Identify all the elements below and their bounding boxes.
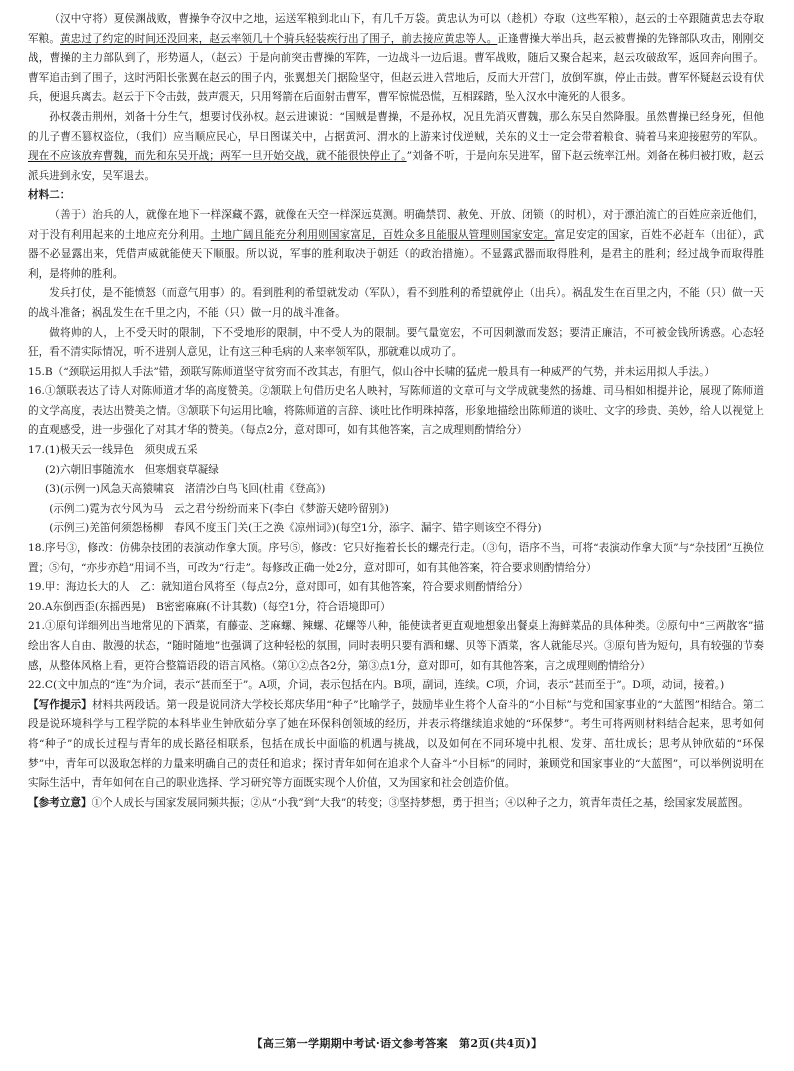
answer-23-reference: 【参考立意】①个人成长与国家发展同频共振；②从“小我”到“大我”的转变；③坚持梦想，勇于担当；④以种子之力，筑青年责任之基，绘国家发展蓝图。 [28, 796, 749, 809]
answer-22: 22.C(文中加点的“连”为介词，表示“甚而至于”。A项，介词，表示包括在内。B项，副词，连续。C项，介词，表示“甚而至于”。D项，动词，接着。) [28, 679, 725, 692]
material1-paragraph-1: （汉中守将）夏侯渊战败，曹操争夺汉中之地，运送军粮到北山下，有几千万袋。黄忠认为可以（趁机）夺取（这些军粮），赵云的士卒跟随黄忠去夺取军粮。黄忠过了约定的时间还没回来，赵云率领几十个骑兵轻装疾行出了围子，前去接应黄忠等人。正逢曹操大举出兵，赵云被曹操的先锋部队攻击，刚刚交战，曹操的主力部队到了，形势逼人，（赵云）于是向前突击曹操的军阵，一边战斗一边后退。曹军战败，随后又聚合起来，赵云攻破敌军，返回奔向围子。曹军追击到了围子，这时沔阳长张翼在赵云的围子内，张翼想关门据险坚守，但赵云进入营地后，反而大开营门，放倒军旗，停止击鼓。曹军怀疑赵云设有伏兵，便退兵离去。赵云于下令击鼓，鼓声震天，只用弩箭在后面射击曹军，曹军惊慌恐慌，互相踩踏，坠入汉水中淹死的人很多。 [28, 13, 765, 104]
answer-16: 16.①颔联表达了诗人对陈师道才华的高度赞美。②颔联上句借历史名人映衬，写陈师道的文章可与文学成就斐然的扬雄、司马相如相提并论，展现了陈师道的文学高度，表达出赞美之情。③颔联下句运用比喻，将陈师道的言辞、谈吐比作明珠掉落，形象地描绘出陈师道的谈吐、文字的珍贵、美妙，给人以视觉上的直观感受，进一步强化了对其才华的赞美。（每点2分，意对即可，如有其他答案，言之成理则酌情给分） [28, 385, 764, 437]
writing-tip-tag: 【写作提示】 [28, 698, 92, 711]
answer-23: 【写作提示】材料共两段话。第一段是说同济大学校长郑庆华用“种子”比喻学子，鼓励毕业生将个人奋斗的“小目标”与党和国家事业的“大蓝图”相结合。第二段是说环境科学与工程学院的本科毕业生钟欣茹分享了她在环保科创领域的经历，并表示将继续追求她的“环保梦”。考生可将两则材料结合起来，思考如何将“种子”的成长过程与青年的成长路径相联系，包括在成长中面临的机遇与挑战，以及如何在不同环境中扎根、发芽、茁壮成长；思考从钟欣茹的“环保梦”中，青年可以汲取怎样的力量来明确自己的责任和追求；探讨青年如何在追求个人奋斗“小目标”的同时，兼顾党和国家事业的“大蓝图”，可以举例说明在实际生活中，青年如何在自己的职业选择、学习研究等方面既实现个人价值，又为国家和社会创造价值。 [28, 698, 765, 790]
answer-17-line-2: (2)六朝旧事随流水 但寒烟衰草凝绿 [44, 463, 219, 476]
underlined-sentence: 现在不应该放弃曹魏，而先和东吴开战；两军一旦开始交战，就不能很快停止了。 [28, 150, 407, 163]
page-footer: 【高三第一学期期中考试·语文参考答案 第2页(共4页)】 [251, 1037, 543, 1050]
answer-19: 19.甲：海边长大的人 乙：就知道台风将至（每点2分，意对即可，如有其他答案，符合要求则酌情给分） [28, 581, 529, 594]
material2-heading: 材料二： [28, 189, 71, 202]
underlined-sentence: 土地广阔且能充分利用则国家富足，百姓众多且能服从管理则国家安定。 [210, 228, 555, 241]
answer-18: 18.序号③，修改：仿佛杂技团的表演动作拿大顶。序号⑤，修改：它只好拖着长长的螺壳行走。（③句，语序不当，可将“表演动作拿大顶”与“杂技团”互换位置；⑤句，“亦步亦趋”用词不当，可改为“行走”。每修改正确一处2分，意对即可，如有其他答案，符合要求则酌情给分） [28, 542, 764, 574]
answer-17-line-4: (示例二)霓为衣兮风为马 云之君兮纷纷而来下(李白《梦游天姥吟留别》) [49, 502, 389, 515]
answer-17-line-1: 17.(1)极天云一线异色 须臾成五采 [28, 444, 198, 457]
material2-paragraph-3: 做将帅的人，上不受天时的限制，下不受地形的限制，中不受人为的限制。要气量宽宏，不可因刺激而发怒；要清正廉洁，不可被金钱所诱惑。心态轻狂，看不清实际情况，听不进别人意见，让有这三种毛病的人来率领军队，那就难以成功了。 [28, 326, 764, 359]
answer-17-line-5: (示例三)羌笛何须怨杨柳 春风不度玉门关(王之涣《凉州词》)(每空1分，添字、漏字、错字则该空不得分) [49, 522, 542, 535]
answer-21: 21.①原句详细列出当地常见的下酒菜，有藤壶、芝麻螺、辣螺、花螺等八种，能使读者更直观地想象出餐桌上海鲜菜品的具体种类。②原句中“三两散客”描绘出客人自由、散漫的状态，“随时随地”也强调了这种轻松的氛围，同时表明只要有酒和螺、贝等下酒菜，客人就能尽兴。③原句皆为短句，具有较强的节奏感，从整体风格上看，更符合整篇语段的语言风格。（第①②点各2分，第③点1分，意对即可，如有其他答案，言之成理则酌情给分） [28, 620, 764, 672]
material2-paragraph-1: （善于）治兵的人，就像在地下一样深藏不露，就像在天空一样深远莫测。明确禁罚、赦免、开放、闭锁（的时机），对于漂泊流亡的百姓应亲近他们，对于没有利用起来的土地应充分利用。土地广阔且能充分利用则国家富足，百姓众多且能服从管理则国家安定。富足安定的国家，百姓不必赶车（出征），武器不必显露出来，凭借声威就能使天下顺服。所以说，军事的胜利取决于朝廷（的政治措施）。不显露武器而取得胜利，是君主的胜利；经过战争而取得胜利，是将帅的胜利。 [28, 208, 765, 280]
answer-20: 20.A东倒西歪(东摇西晃) B密密麻麻(不计其数)（每空1分，符合语境即可） [28, 600, 391, 613]
answer-15: 15.B（“颈联运用拟人手法”错，颈联写陈师道坚守贫穷而不改其志，有胆气，似山谷中长啸的猛虎一般具有一种威严的气势，并未运用拟人手法。） [28, 365, 715, 378]
answer-17-line-3: (3)(示例一)风急天高猿啸哀 渚清沙白鸟飞回(杜甫《登高》) [44, 483, 326, 496]
material2-paragraph-2: 发兵打仗，是不能愤怒（而意气用事）的。看到胜利的希望就发动（军队），看不到胜利的希望就停止（出兵）。祸乱发生在百里之内，不能（只）做一天的战斗准备；祸乱发生在千里之内，不能（只）做一月的战斗准备。 [28, 287, 764, 319]
underlined-sentence: 黄忠过了约定的时间还没回来，赵云率领几十个骑兵轻装疾行出了围子，前去接应黄忠等人。 [60, 32, 498, 45]
material1-paragraph-2: 孙权袭击荆州，刘备十分生气，想要讨伐孙权。赵云进谏说：“国贼是曹操，不是孙权，况且先消灭曹魏，那么东吴自然降服。虽然曹操已经身死，但他的儿子曹丕篡权盗位，（我们）应当顺应民心，早日图谋关中，占据黄河、渭水的上游来讨伐逆贼，关东的义士一定会带着粮食、骑着马来迎接慰劳的军队。现在不应该放弃曹魏，而先和东吴开战；两军一旦开始交战，就不能很快停止了。”刘备不听，于是向东吴进军，留下赵云统率江州。刘备在秭归被打败，赵云派兵进到永安，吴军退去。 [28, 110, 764, 182]
reference-tag: 【参考立意】 [28, 796, 92, 809]
